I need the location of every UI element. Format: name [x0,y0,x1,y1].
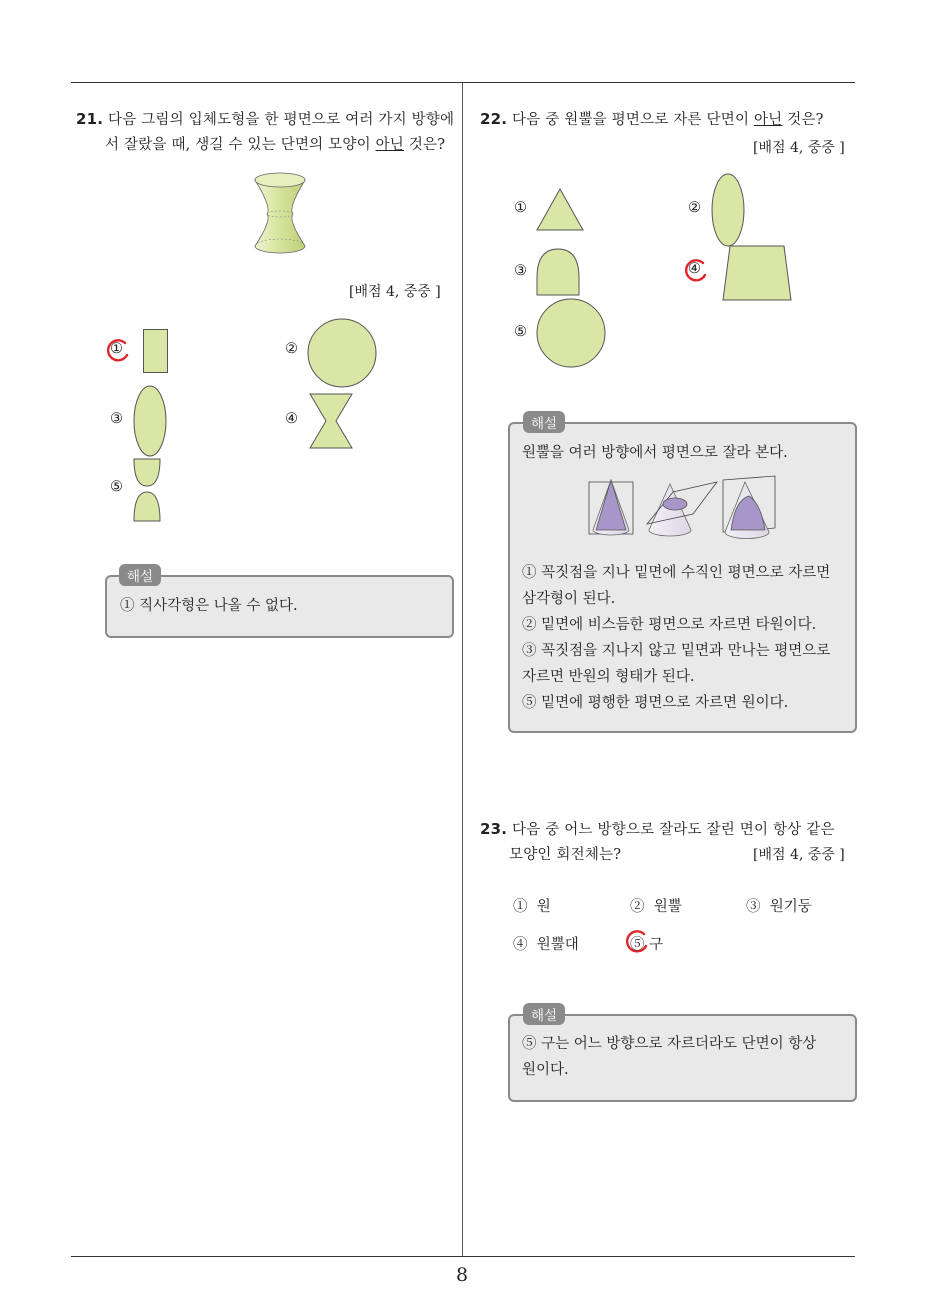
q22-choice-4-trapezoid[interactable] [722,245,792,301]
q21-solid-figure [250,168,310,258]
q23-choice-4[interactable]: ④ 원뿔대 [513,937,579,953]
q21-choice-3-ellipse[interactable] [133,385,167,457]
q22-solution-line-1: ① 꼭짓점을 지나 밑면에 수직인 평면으로 자르면 [522,565,831,581]
q22-question: 22. 다음 중 원뿔을 평면으로 자른 단면이 아닌 것은? [480,110,824,128]
q23-choice-5[interactable]: ⑤ 구 [630,937,664,953]
q23-line2: 모양인 회전체는? [509,847,622,863]
q22-solution-line-3: ② 밑면에 비스듬한 평면으로 자르면 타원이다. [522,617,817,633]
q21-choice-4-hourglass[interactable] [309,393,353,449]
q23-solution-line-1: ⑤ 구는 어느 방향으로 자르더라도 단면이 항상 [522,1036,817,1052]
q21-choice-5-double-arch[interactable] [133,458,161,522]
q22-solution-line-4: ③ 꼭짓점을 지나지 않고 밑면과 만나는 평면으로 [522,643,831,659]
q21-solution-text: ① 직사각형은 나올 수 없다. [120,598,298,614]
q22-choice-1-triangle[interactable] [536,188,584,232]
q22-solution-line-2: 삼각형이 된다. [522,591,616,607]
q23-solution-line-2: 원이다. [522,1062,569,1078]
q22-solution-line-6: ⑤ 밑면에 평행한 평면으로 자르면 원이다. [522,695,789,711]
page-number: 8 [456,1264,469,1286]
column-divider [462,83,463,1256]
q21-score: [배점 4, 중중 ] [349,284,441,300]
q22-solution-line-5: 자르면 반원의 형태가 된다. [522,669,695,685]
q22-choice-3-arch[interactable] [536,248,580,296]
q23-number: 23. [480,820,508,838]
q22-choice-2-ellipse[interactable] [710,173,746,247]
q21-choice-2-circle[interactable] [307,318,377,388]
q23-score: [배점 4, 중중 ] [753,847,845,863]
q21-line2: 서 잘랐을 때, 생길 수 있는 단면의 모양이 아닌 것은? [105,137,446,153]
q23-choice-3[interactable]: ③ 원기둥 [746,899,812,915]
q23-choice-1[interactable]: ① 원 [513,899,551,915]
q23-question: 23. 다음 중 어느 방향으로 잘라도 잘린 면이 항상 같은 [480,820,835,838]
q22-solution-tag: 해설 [523,411,565,433]
q21-choice-3-number[interactable]: ③ [110,411,123,427]
q21-question [76,106,460,133]
q21-solution-tag: 해설 [119,564,161,586]
bottom-rule [71,1256,855,1257]
q23-choice-2[interactable]: ② 원뿔 [630,899,682,915]
q22-choice-1-number[interactable]: ① [514,200,527,216]
q21-underlined-word: 아닌 [375,137,405,153]
q22-underlined-word: 아닌 [753,112,783,128]
q22-choice-3-number[interactable]: ③ [514,263,527,279]
q22-choice-4-number[interactable]: ④ [688,261,701,277]
q21-choice-2-number[interactable]: ② [285,341,298,357]
q22-solution-intro: 원뿔을 여러 방향에서 평면으로 잘라 본다. [522,445,788,461]
q21-choice-5-number[interactable]: ⑤ [110,479,123,495]
q22-score: [배점 4, 중중 ] [753,140,845,156]
q21-number: 21. [76,110,104,128]
q23-solution-tag: 해설 [523,1003,565,1025]
q22-choice-5-number[interactable]: ⑤ [514,324,527,340]
q21-choice-1-rectangle[interactable] [143,329,169,373]
top-rule [71,82,855,83]
q21-choice-1-number[interactable]: ① [110,341,123,357]
q22-number: 22. [480,110,508,128]
q22-cone-sections-figure [585,474,781,542]
q22-choice-2-number[interactable]: ② [688,200,701,216]
q21-choice-4-number[interactable]: ④ [285,411,298,427]
q22-choice-5-circle[interactable] [536,298,606,368]
q21-line1: 다음 그림의 입체도형을 한 평면으로 여러 가지 방향에 [108,112,455,128]
